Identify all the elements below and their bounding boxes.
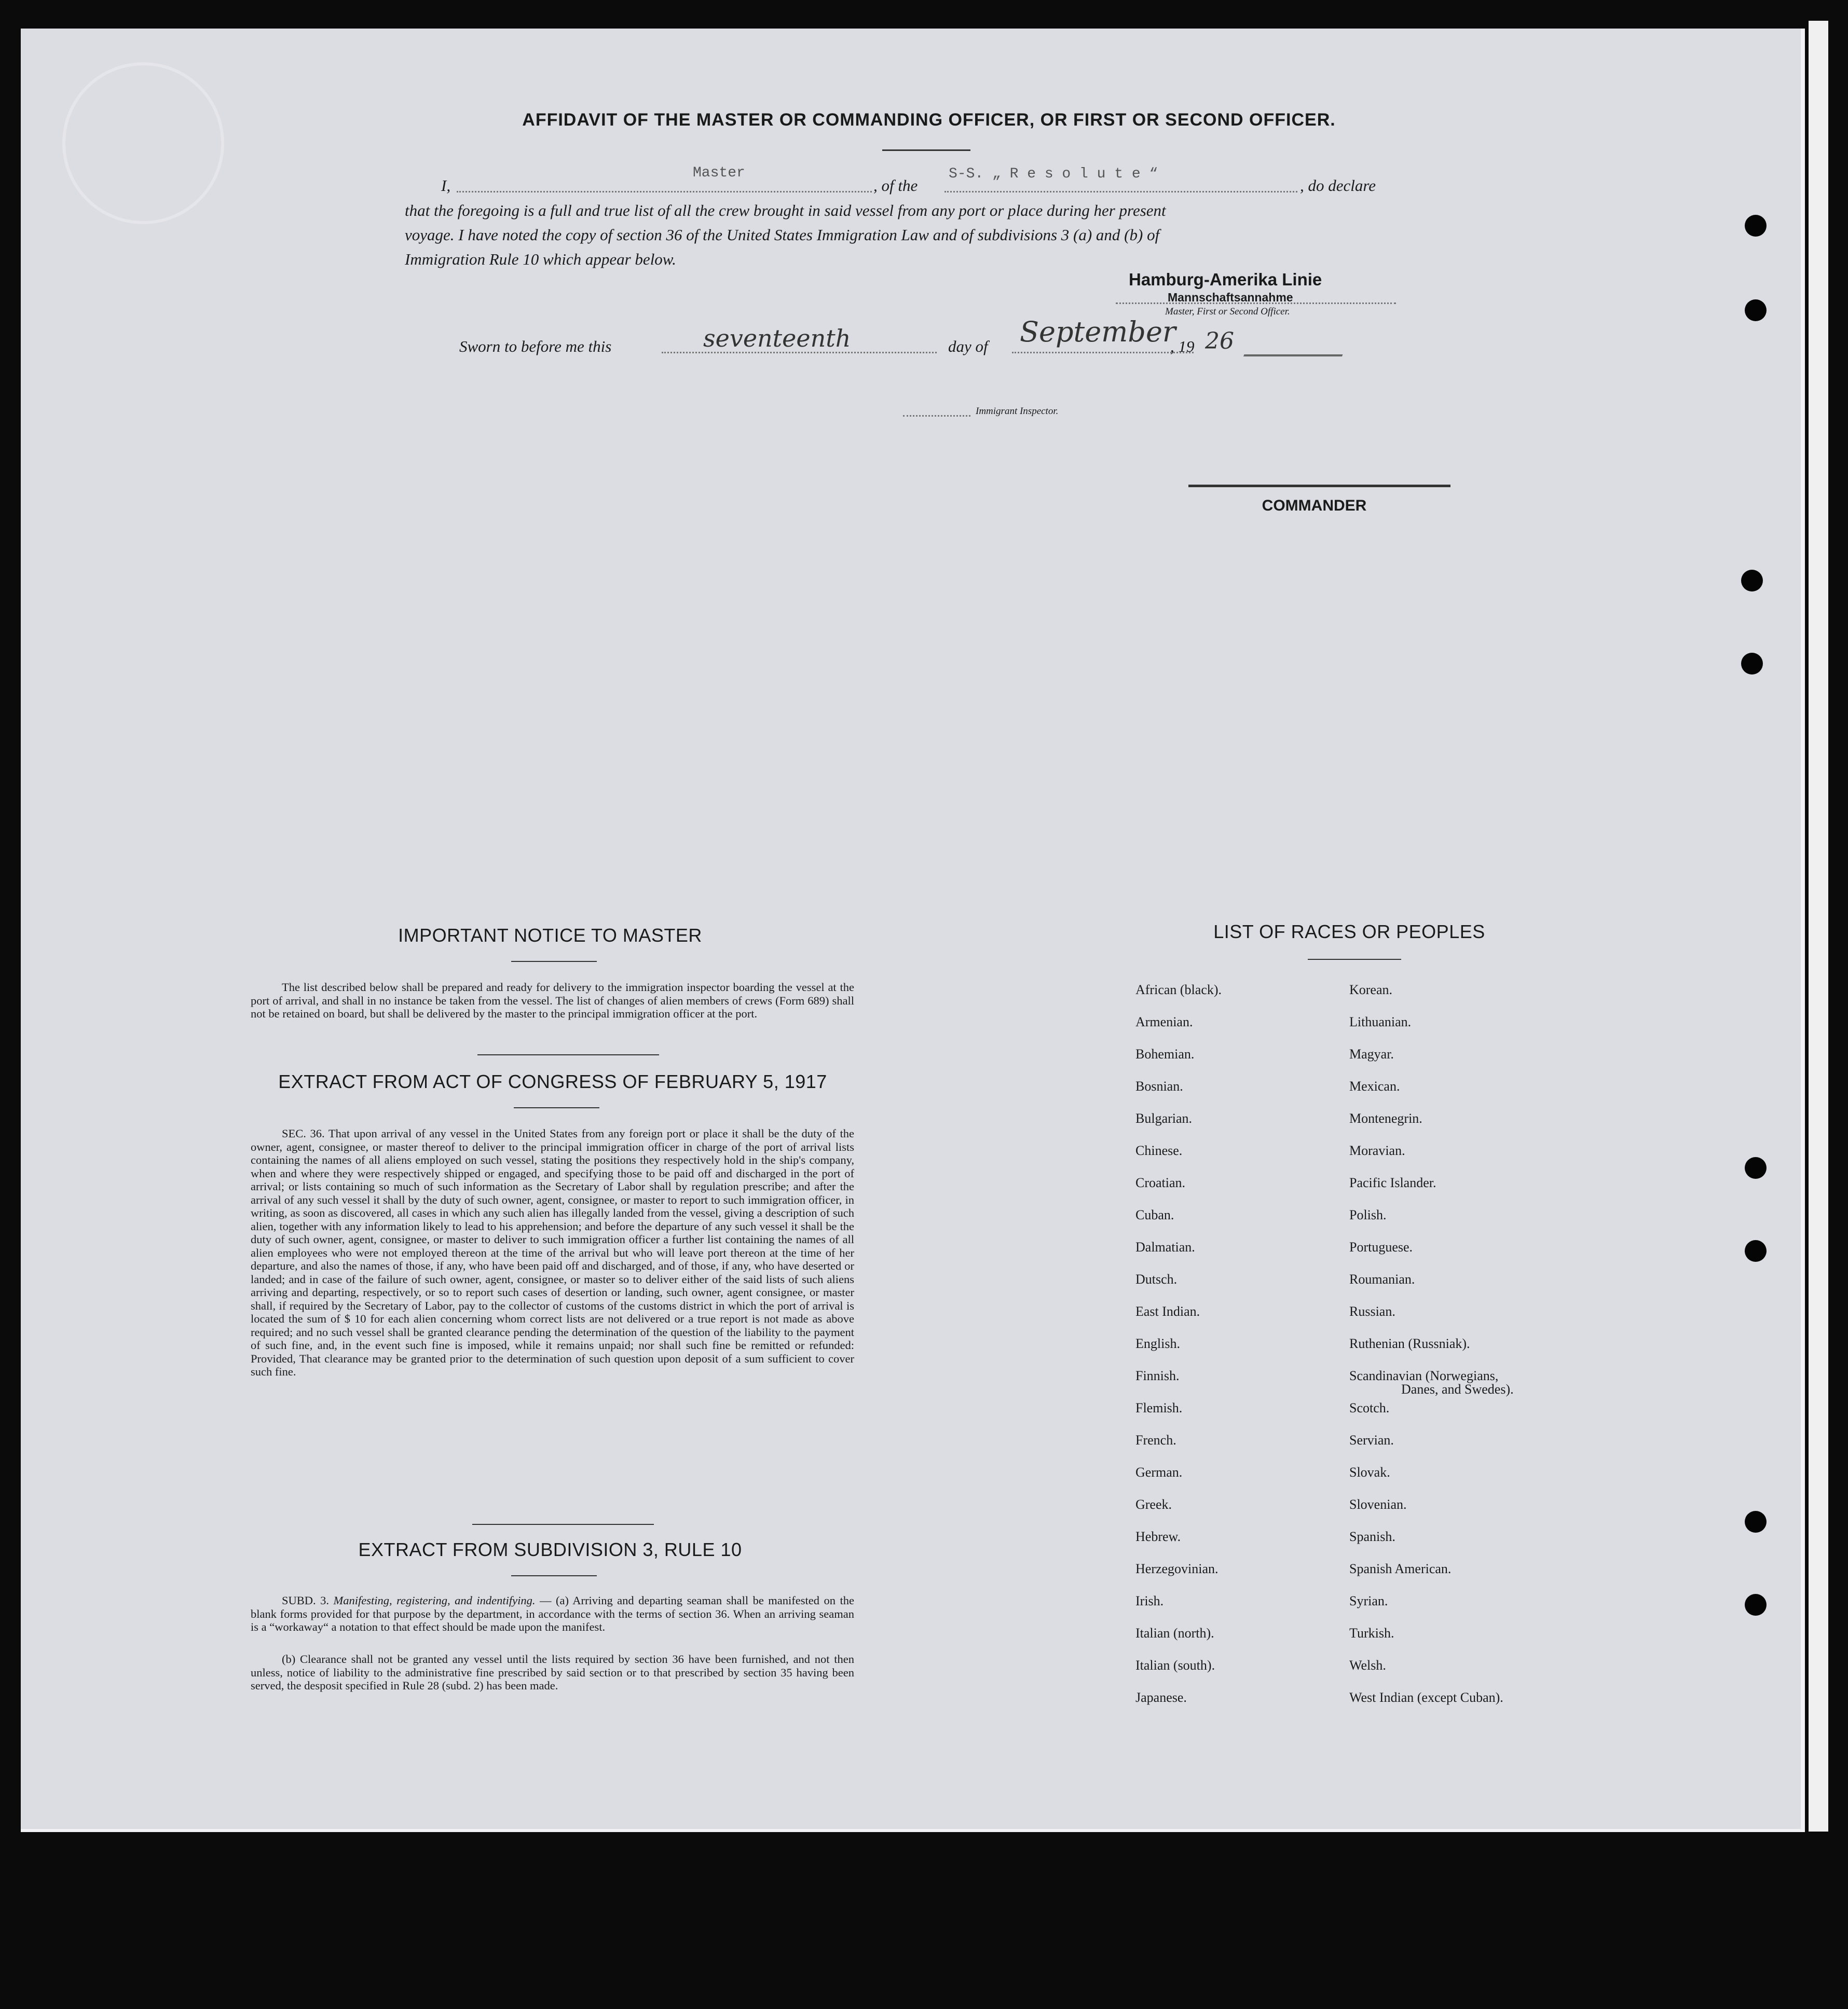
race-item: Magyar. xyxy=(1349,1047,1394,1062)
race-item: Portuguese. xyxy=(1349,1240,1413,1255)
race-item: Russian. xyxy=(1349,1304,1395,1319)
inspector-caption: Immigrant Inspector. xyxy=(976,406,1059,417)
handwritten-flourish xyxy=(1243,345,1346,356)
do-declare-label: , do declare xyxy=(1300,176,1376,195)
race-item: Mexican. xyxy=(1349,1079,1400,1094)
rule-para-b: (b) Clearance shall not be granted any vessel until the lists required by section 36 have been furnished, and not then unless, notice of liability to the administrative fine prescribed by said section or to that prescribed by section 35 having been served, the desposit specified in Rule 28 (subd. 2) has been made. xyxy=(251,1653,854,1692)
master-field-value: Master xyxy=(693,165,745,181)
race-item: Armenian. xyxy=(1135,1014,1193,1029)
commander-signature-line xyxy=(1188,485,1450,487)
race-item: Bohemian. xyxy=(1135,1047,1195,1062)
rule-para-a-title: Manifesting, registering, and indentifying. xyxy=(333,1594,536,1607)
embossed-seal xyxy=(62,62,224,224)
race-item: Slovenian. xyxy=(1349,1497,1407,1512)
sworn-month-value: September xyxy=(1020,315,1176,348)
rule-para-a xyxy=(251,1594,854,1634)
race-item: Italian (north). xyxy=(1135,1626,1214,1641)
race-item: African (black). xyxy=(1135,982,1222,997)
officer-caption: Master, First or Second Officer. xyxy=(1165,306,1290,317)
vessel-field-line xyxy=(944,191,1297,192)
notice-divider xyxy=(511,961,597,962)
rule-divider xyxy=(511,1575,597,1576)
race-item: Polish. xyxy=(1349,1207,1387,1222)
races-divider xyxy=(1308,959,1401,960)
race-item: Flemish. xyxy=(1135,1400,1183,1415)
races-heading: LIST OF RACES OR PEOPLES xyxy=(1213,921,1485,942)
rule-top-divider xyxy=(472,1524,654,1525)
rule-heading: EXTRACT FROM SUBDIVISION 3, RULE 10 xyxy=(358,1539,742,1560)
race-item: Ruthenian (Russniak). xyxy=(1349,1336,1470,1351)
act-divider xyxy=(514,1107,599,1108)
race-item: Dutsch. xyxy=(1135,1272,1178,1287)
race-item: English. xyxy=(1135,1336,1180,1351)
race-item: Herzegovinian. xyxy=(1135,1561,1219,1576)
commander-label: COMMANDER xyxy=(1262,497,1367,514)
sworn-day-value: seventeenth xyxy=(703,324,851,352)
binder-hole xyxy=(1745,215,1767,237)
race-item: East Indian. xyxy=(1135,1304,1200,1319)
master-field-line xyxy=(457,191,872,192)
race-item: Welsh. xyxy=(1349,1658,1386,1673)
race-item: French. xyxy=(1135,1433,1176,1448)
binder-hole xyxy=(1745,1511,1767,1533)
company-stamp: Hamburg-Amerika Linie xyxy=(1129,270,1322,289)
race-item: Roumanian. xyxy=(1349,1272,1415,1287)
affidavit-line4: Immigration Rule 10 which appear below. xyxy=(405,250,676,268)
race-item: Bulgarian. xyxy=(1135,1111,1193,1126)
company-stamp-sub: Mannschaftsannahme xyxy=(1168,291,1293,304)
notice-heading: IMPORTANT NOTICE TO MASTER xyxy=(398,925,702,946)
race-item: Irish. xyxy=(1135,1593,1164,1608)
race-item: Spanish American. xyxy=(1349,1561,1452,1576)
race-item: Scotch. xyxy=(1349,1400,1390,1415)
officer-signature-line xyxy=(1116,302,1396,304)
race-item-continuation: Danes, and Swedes). xyxy=(1401,1382,1514,1397)
affidavit-line1 xyxy=(441,176,1401,197)
year-prefix: , 19 xyxy=(1170,337,1195,355)
act-top-divider xyxy=(477,1054,659,1055)
race-item: Finnish. xyxy=(1135,1368,1180,1383)
race-item: Turkish. xyxy=(1349,1626,1394,1641)
of-the-label: , of the xyxy=(873,176,918,195)
inspector-signature-line xyxy=(903,415,970,417)
race-item: Croatian. xyxy=(1135,1175,1186,1190)
race-item: Slovak. xyxy=(1349,1465,1390,1480)
affidavit-line3: voyage. I have noted the copy of section 36 of the United States Immigration Law and of subdivisions 3 (a) and (b) of xyxy=(405,226,1160,244)
page-edge xyxy=(1809,21,1828,1832)
race-item: West Indian (except Cuban). xyxy=(1349,1690,1503,1705)
race-item: Spanish. xyxy=(1349,1529,1395,1544)
race-item: Lithuanian. xyxy=(1349,1014,1412,1029)
race-item: Servian. xyxy=(1349,1433,1394,1448)
binder-hole xyxy=(1745,1157,1767,1179)
binder-hole xyxy=(1741,570,1763,591)
race-item: Italian (south). xyxy=(1135,1658,1215,1673)
binder-hole xyxy=(1745,1594,1767,1616)
i-label: I, xyxy=(441,176,451,195)
race-item: Korean. xyxy=(1349,982,1393,997)
notice-text: The list described below shall be prepared and ready for delivery to the immigration inspector boarding the vessel at the port of arrival, and shall in no instance be taken from the vessel. The list of changes of alien members of crews (Form 689) shall not be retained on board, but shall be delivered by the master to the principal immigration officer at the port. xyxy=(251,981,854,1020)
heading-divider xyxy=(882,149,970,151)
affidavit-heading: AFFIDAVIT OF THE MASTER OR COMMANDING OFFICER, OR FIRST OR SECOND OFFICER. xyxy=(522,110,1336,130)
sworn-label: Sworn to before me this xyxy=(459,337,612,355)
act-heading: EXTRACT FROM ACT OF CONGRESS OF FEBRUARY 5, 1917 xyxy=(278,1071,827,1092)
affidavit-line2: that the foregoing is a full and true list of all the crew brought in said vessel from any port or place during her present xyxy=(405,201,1166,219)
race-item: Chinese. xyxy=(1135,1143,1183,1158)
rule-para-a-lead: SUBD. 3. xyxy=(282,1594,334,1607)
rule-para-a-text: — (a) Arriving and departing seaman shall be manifested on the blank forms provided for that purpose by the department, in accordance with the terms of section 36. When an arriving seaman is a “workaway“ a notation to that effect should be made upon the manifest. xyxy=(251,1594,854,1633)
sworn-month-line xyxy=(1012,352,1194,353)
race-item: Bosnian. xyxy=(1135,1079,1183,1094)
race-item: Hebrew. xyxy=(1135,1529,1181,1544)
race-item: Dalmatian. xyxy=(1135,1240,1195,1255)
binder-hole xyxy=(1745,1240,1767,1262)
race-item: Japanese. xyxy=(1135,1690,1187,1705)
race-item: Moravian. xyxy=(1349,1143,1405,1158)
race-item: Greek. xyxy=(1135,1497,1172,1512)
race-item: Scandinavian (Norwegians, xyxy=(1349,1368,1499,1383)
year-suffix: 26 xyxy=(1205,328,1234,354)
binder-hole xyxy=(1741,653,1763,675)
race-item: Pacific Islander. xyxy=(1349,1175,1436,1190)
race-item: German. xyxy=(1135,1465,1183,1480)
race-item: Cuban. xyxy=(1135,1207,1174,1222)
race-item: Syrian. xyxy=(1349,1593,1388,1608)
day-of-label: day of xyxy=(948,337,988,355)
act-text: SEC. 36. That upon arrival of any vessel in the United States from any foreign port or place it shall be the duty of the owner, agent, consignee, or master thereof to deliver to the principal immigration officer in charge of the port of arrival lists containing the names of all aliens employed on such vessel, stating the positions they respectively hold in the ship's company, when and where they were respectively shipped or engaged, and specifying those to be paid off and discharged in the port of arrival; or lists containing so much of such information as the Secretary of Labor shall by regulation prescribe; and after the arrival of any such vessel it shall by the duty of such owner, agent, consignee, or master to report to such immigration officer, in writing, as soon as discovered, all cases in which any such alien has illegally landed from the vessel, giving a description of such alien, together with any information likely to lead to his apprehension; and before the departure of any such vessel it shall be the duty of such owner, agent, consignee, or master to deliver to such immigration officer a further list containing the names of all alien employees who were not employed thereon at the time of the arrival but who will leave port thereon at the time of her departure, and also the names of those, if any, who have been paid off and discharged, and of those, if any, who have deserted or landed; and in case of the failure of such owner, agent, consignee, or master so to deliver either of the said lists of such aliens arriving and departing, respectively, or so to report such cases of desertion or landing, such owner, agent consignee, or master shall, if required by the Secretary of Labor, pay to the collector of customs of the customs district in which the port of arrival is located the sum of $ 10 for each alien concerning whom correct lists are not delivered or a true report is not made as above required; and no such vessel shall be granted clearance pending the determination of the question of the liability to the payment of such fine, and, in the event such fine is imposed, while it remains unpaid; nor shall such fine be remitted or refunded: Provided, That clearance may be granted prior to the determination of such question upon deposit of a sum sufficient to cover such fine. xyxy=(251,1127,854,1378)
binder-hole xyxy=(1745,299,1767,321)
vessel-field-value: S-S. „ R e s o l u t e “ xyxy=(949,166,1158,182)
race-item: Montenegrin. xyxy=(1349,1111,1422,1126)
